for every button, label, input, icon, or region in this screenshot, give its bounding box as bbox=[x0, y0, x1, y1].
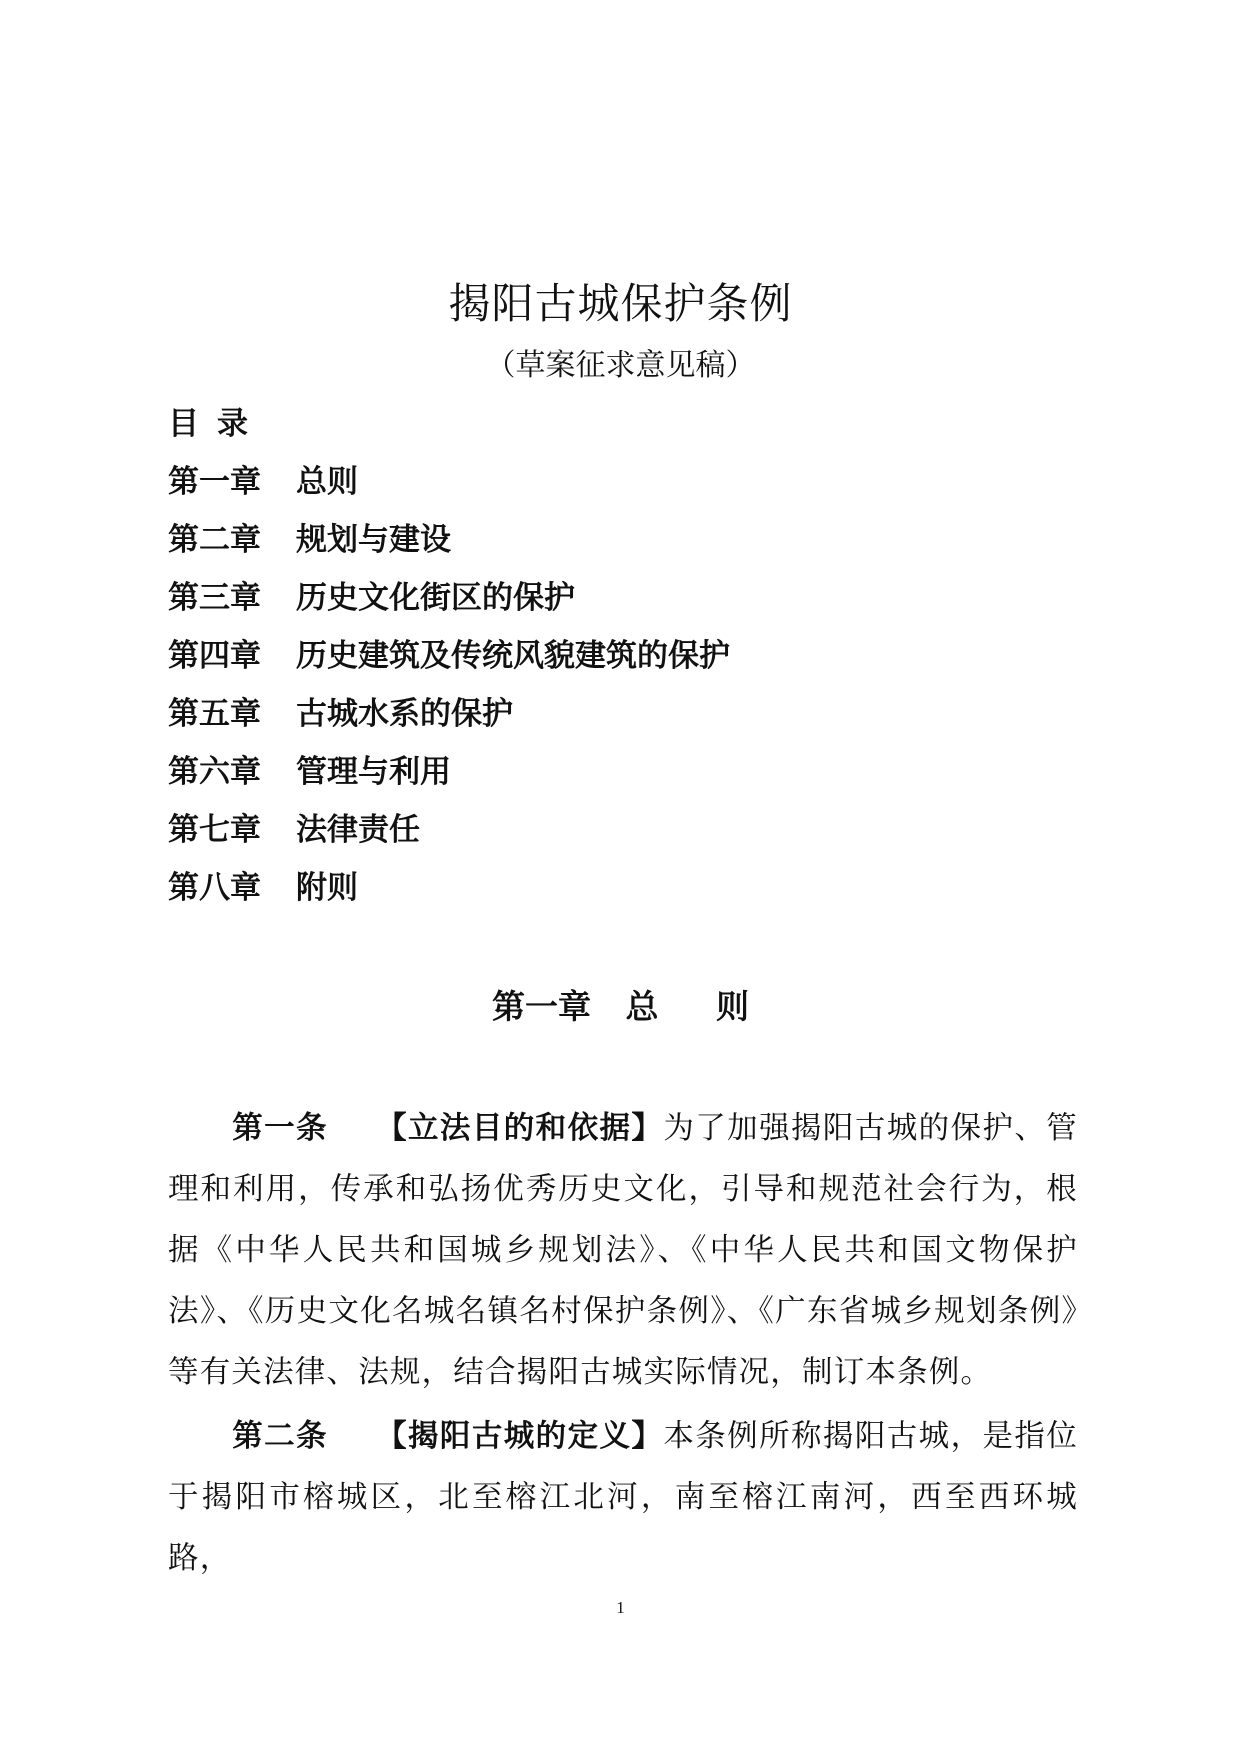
toc-item-number: 第八章 bbox=[168, 870, 261, 906]
document-subtitle: （草案征求意见稿） bbox=[485, 348, 756, 383]
article-text: 本条例所称揭阳古城，是指位于揭阳市榕城区，北至榕江北河，南至榕江南河，西至西环城路， bbox=[168, 1419, 1079, 1576]
article-text: 为了加强揭阳古城的保护、管理和利用，传承和弘扬优秀历史文化，引导和规范社会行为，根据《中华人民共和国城乡规划法》、《中华人民共和国文物保护法》、《历史文化名城名镇名村保护条例》、《广东省城乡规划条例》等有关法律、法规，结合揭阳古城实际情况，制订本条例。 bbox=[168, 1111, 1079, 1390]
toc-item-label: 管理与利用 bbox=[296, 754, 451, 790]
table-of-contents bbox=[168, 460, 730, 924]
toc-item-label: 附则 bbox=[296, 870, 358, 906]
article-number: 第一条 bbox=[232, 1111, 328, 1146]
toc-item-number: 第五章 bbox=[168, 696, 261, 732]
toc-item-label: 法律责任 bbox=[296, 812, 420, 848]
toc-item-number: 第七章 bbox=[168, 812, 261, 848]
article-number: 第二条 bbox=[232, 1419, 328, 1454]
toc-item-number: 第一章 bbox=[168, 464, 261, 500]
toc-item-label: 总则 bbox=[296, 464, 358, 500]
toc-item-number: 第四章 bbox=[168, 638, 261, 674]
article-tag: 【立法目的和依据】 bbox=[376, 1111, 664, 1146]
article-tag: 【揭阳古城的定义】 bbox=[376, 1419, 664, 1454]
toc-item-chapter-7 bbox=[168, 808, 730, 866]
article-paragraph-2 bbox=[168, 1406, 1078, 1589]
toc-item-label: 历史文化街区的保护 bbox=[296, 580, 575, 616]
toc-item-label: 历史建筑及传统风貌建筑的保护 bbox=[296, 638, 730, 674]
toc-item-label: 古城水系的保护 bbox=[296, 696, 513, 732]
document-title: 揭阳古城保护条例 bbox=[448, 279, 793, 328]
toc-item-number: 第二章 bbox=[168, 522, 261, 558]
toc-item-chapter-1 bbox=[168, 460, 730, 518]
toc-item-chapter-4 bbox=[168, 634, 730, 692]
toc-item-chapter-2 bbox=[168, 518, 730, 576]
toc-item-number: 第六章 bbox=[168, 754, 261, 790]
toc-item-chapter-3 bbox=[168, 576, 730, 634]
toc-item-chapter-6 bbox=[168, 750, 730, 808]
toc-item-number: 第三章 bbox=[168, 580, 261, 616]
toc-heading: 目录 bbox=[168, 406, 266, 442]
toc-item-chapter-8 bbox=[168, 866, 730, 924]
toc-item-chapter-5 bbox=[168, 692, 730, 750]
chapter-heading: 第一章 总 则 bbox=[492, 987, 749, 1026]
page-number: 1 bbox=[616, 1598, 625, 1617]
article-paragraph-1 bbox=[168, 1098, 1078, 1403]
toc-item-label: 规划与建设 bbox=[296, 522, 451, 558]
